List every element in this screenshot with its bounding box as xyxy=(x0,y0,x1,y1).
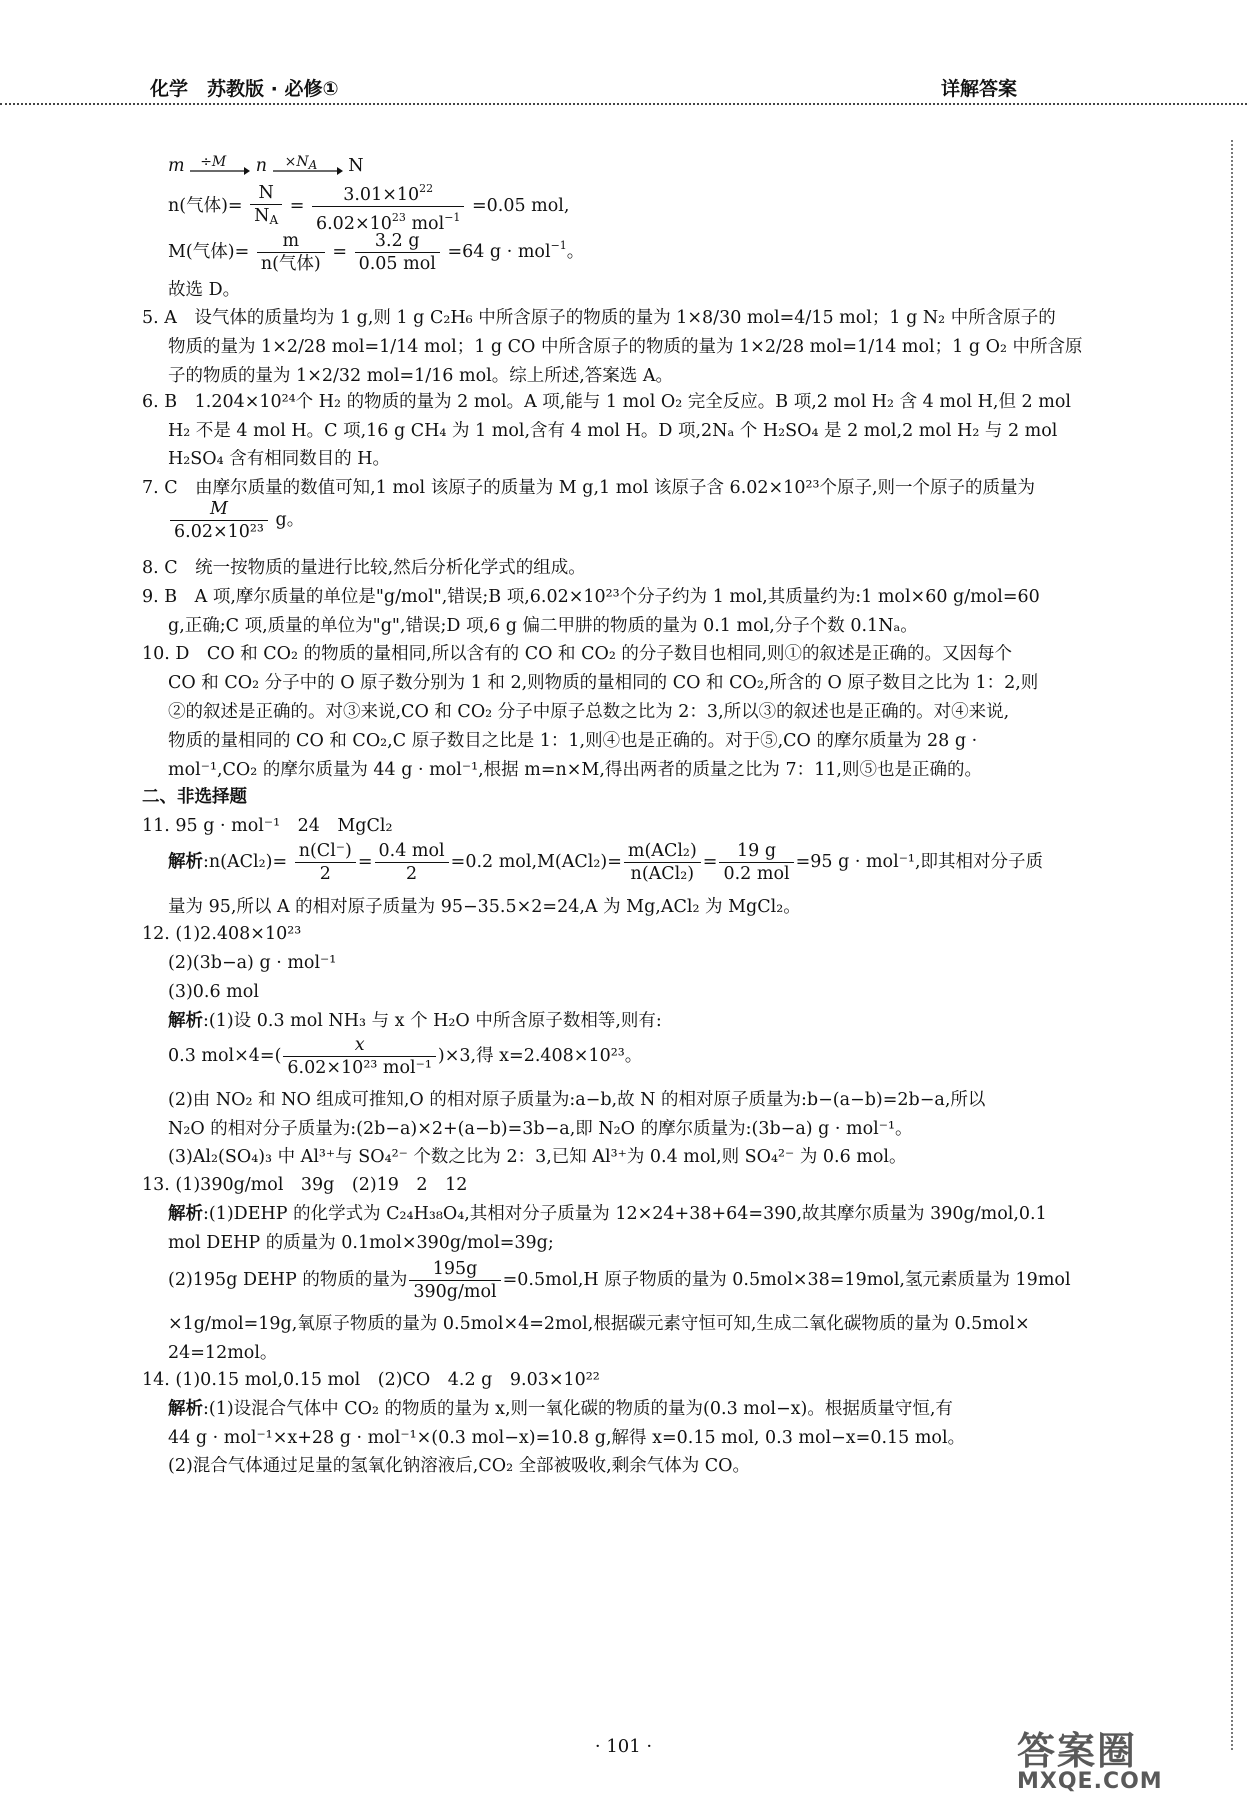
eq2-frac2-den: 0.05 mol xyxy=(358,254,436,274)
analysis-label: 解析 xyxy=(168,1204,203,1224)
a14-text1: :(1)设混合气体中 CO₂ 的物质的量为 x,则一氧化碳的物质的量为(0.3 mol−x)。根据质量守恒,有 xyxy=(203,1399,953,1419)
answer-14-analysis-line3: (2)混合气体通过足量的氢氧化钠溶液后,CO₂ 全部被吸收,剩余气体为 CO。 xyxy=(168,1456,751,1476)
a11-pre: :n(ACl₂)= xyxy=(203,852,288,872)
flow-op2: ×N xyxy=(284,153,309,170)
eq2-eq: = xyxy=(332,242,348,262)
equation-n-gas xyxy=(168,178,569,235)
eq1-frac2-den-sup2: −1 xyxy=(444,211,461,224)
eq1-eq: = xyxy=(289,196,305,216)
answer-13-analysis-line5: 24=12mol。 xyxy=(168,1343,278,1363)
eq1-frac2-den-tail: mol xyxy=(405,214,445,234)
a12-eq-tail: )×3,得 x=2.408×10²³。 xyxy=(437,1046,643,1066)
a13-b-tail: =0.5mol,H 原子物质的量为 0.5mol×38=19mol,氢元素质量为 19mol xyxy=(502,1270,1071,1290)
watermark-logo xyxy=(1017,1720,1227,1795)
a11-frac1-num: n(Cl⁻) xyxy=(295,840,356,863)
flow-op1: ÷M xyxy=(200,153,227,170)
eq1-frac2-num: 3.01×10 xyxy=(343,185,420,205)
answer-9-line2: g,正确;C 项,质量的单位为"g",错误;D 项,6 g 偏二甲肼的物质的量为 0.1 mol,分子个数 0.1Nₐ。 xyxy=(168,616,918,636)
answer-6-line3: H₂SO₄ 含有相同数目的 H。 xyxy=(168,449,391,469)
eq2-frac1 xyxy=(257,230,325,275)
eq1-frac1-den-sub: A xyxy=(269,213,279,227)
a13-frac-num: 195g xyxy=(409,1258,500,1281)
answer-5-line1: 5. A 设气体的质量均为 1 g,则 1 g C₂H₆ 中所含原子的物质的量为 1×8/30 mol=4/15 mol；1 g N₂ 中所含原子的 xyxy=(142,308,1056,328)
answer-12-equation xyxy=(168,1034,642,1079)
answer-8: 8. C 统一按物质的量进行比较,然后分析化学式的组成。 xyxy=(142,558,586,578)
eq2-rhs-end: 。 xyxy=(566,242,585,262)
a11-frac4-den: 0.2 mol xyxy=(723,864,790,884)
answer-6-line2: H₂ 不是 4 mol H。C 项,16 g CH₄ 为 1 mol,含有 4 mol H。D 项,2Nₐ 个 H₂SO₄ 是 2 mol,2 mol H₂ 与 2 mol xyxy=(168,421,1058,441)
a11-eq2: = xyxy=(702,852,718,872)
flow-op2-sub: A xyxy=(308,157,318,172)
answer-12-analysis-line1 xyxy=(168,1005,662,1037)
analysis-label: 解析 xyxy=(168,1399,203,1419)
answer-10-line5: mol⁻¹,CO₂ 的摩尔质量为 44 g · mol⁻¹,根据 m=n×M,得出两者的质量之比为 7：11,则⑤也是正确的。 xyxy=(168,760,982,780)
a11-frac2-num: 0.4 mol xyxy=(375,840,449,863)
right-margin-rule xyxy=(1231,140,1233,1750)
answer-14: 14. (1)0.15 mol,0.15 mol (2)CO 4.2 g 9.03×10²² xyxy=(142,1370,600,1390)
eq1-frac2-num-sup: 22 xyxy=(419,182,434,195)
a11-frac3-num: m(ACl₂) xyxy=(624,840,701,863)
eq1-frac2-den: 6.02×10 xyxy=(315,214,392,234)
answer-12-part2: (2)(3b−a) g · mol⁻¹ xyxy=(168,953,337,973)
a11-frac2 xyxy=(375,840,449,885)
choose-d: 故选 D。 xyxy=(168,280,241,300)
answer-11-analysis-line2: 量为 95,所以 A 的相对原子质量为 95−35.5×2=24,A 为 Mg,ACl₂ 为 MgCl₂。 xyxy=(168,897,801,917)
answer-14-analysis-line2: 44 g · mol⁻¹×x+28 g · mol⁻¹×(0.3 mol−x)=10.8 g,解得 x=0.15 mol, 0.3 mol−x=0.15 mol。 xyxy=(168,1428,966,1448)
a12-text: :(1)设 0.3 mol NH₃ 与 x 个 H₂O 中所含原子数相等,则有: xyxy=(203,1011,662,1031)
arrow-divide-m xyxy=(190,153,250,176)
a12-frac-num: x xyxy=(283,1034,435,1057)
answer-12-analysis-3: (3)Al₂(SO₄)₃ 中 Al³⁺与 SO₄²⁻ 个数之比为 2：3,已知 Al³⁺为 0.4 mol,则 SO₄²⁻ 为 0.6 mol。 xyxy=(168,1147,907,1167)
header-right: 详解答案 xyxy=(940,78,1017,100)
eq1-frac1-num: N xyxy=(250,182,282,205)
eq1-frac2-den-sup: 23 xyxy=(391,211,406,224)
answer-10-line2: CO 和 CO₂ 分子中的 O 原子数分别为 1 和 2,则物质的量相同的 CO 和 CO₂,所含的 O 原子数目之比为 1：2,则 xyxy=(168,673,1039,693)
eq1-frac1-den: N xyxy=(254,206,270,226)
flow-N: N xyxy=(348,156,364,176)
answer-5-line3: 子的物质的量为 1×2/32 mol=1/16 mol。综上所述,答案选 A。 xyxy=(168,366,673,386)
eq2-frac2 xyxy=(355,230,440,275)
analysis-label: 解析 xyxy=(168,852,203,872)
a11-frac2-den: 2 xyxy=(406,864,418,884)
eq2-frac1-num: m xyxy=(257,230,325,253)
eq1-rhs: =0.05 mol, xyxy=(471,196,570,216)
a11-frac4 xyxy=(719,840,793,885)
a11-frac4-num: 19 g xyxy=(719,840,793,863)
eq2-frac1-den: n(气体) xyxy=(260,254,321,274)
answer-13-analysis-line2: mol DEHP 的质量为 0.1mol×390g/mol=39g; xyxy=(168,1233,554,1253)
answer-9-line1: 9. B A 项,摩尔质量的单位是"g/mol",错误;B 项,6.02×10²³个分子约为 1 mol,其质量约为:1 mol×60 g/mol=60 xyxy=(142,587,1040,607)
analysis-label: 解析 xyxy=(168,1011,203,1031)
a11-tail: =95 g · mol⁻¹,即其相对分子质 xyxy=(795,852,1044,872)
header-left: 化学 苏教版 · 必修① xyxy=(150,78,339,100)
eq2-rhs: =64 g · mol xyxy=(447,242,551,262)
a13-text1: :(1)DEHP 的化学式为 C₂₄H₃₈O₄,其相对分子质量为 12×24+38+64=390,故其摩尔质量为 390g/mol,0.1 xyxy=(203,1204,1047,1224)
a12-eq-pre: 0.3 mol×4=( xyxy=(168,1046,282,1066)
a13-b-pre: (2)195g DEHP 的物质的量为 xyxy=(168,1270,408,1290)
running-header xyxy=(150,74,1097,104)
answer-13-analysis-line3 xyxy=(168,1258,1071,1303)
flow-n: n xyxy=(255,156,268,176)
answer-13-analysis-line1 xyxy=(168,1198,1047,1230)
answer-7-tail: g。 xyxy=(275,510,305,530)
equation-M-gas xyxy=(168,230,584,275)
a12-frac xyxy=(283,1034,435,1079)
answer-13: 13. (1)390g/mol 39g (2)19 2 12 xyxy=(142,1175,468,1195)
answer-12-analysis-2b: N₂O 的相对分子质量为:(2b−a)×2+(a−b)=3b−a,即 N₂O 的摩尔质量为:(3b−a) g · mol⁻¹。 xyxy=(168,1119,913,1139)
a11-eq: = xyxy=(357,852,373,872)
a13-frac xyxy=(409,1258,500,1303)
a11-mid: =0.2 mol,M(ACl₂)= xyxy=(450,852,622,872)
section-heading-nonchoice: 二、非选择题 xyxy=(142,787,247,807)
eq2-lhs: M(气体)= xyxy=(168,242,250,262)
answer-5-line2: 物质的量为 1×2/28 mol=1/14 mol；1 g CO 中所含原子的物质的量为 1×2/28 mol=1/14 mol；1 g O₂ 中所含原 xyxy=(168,337,1083,357)
arrow-multiply-na xyxy=(273,153,343,176)
answer-6-line1: 6. B 1.204×10²⁴个 H₂ 的物质的量为 2 mol。A 项,能与 1 mol O₂ 完全反应。B 项,2 mol H₂ 含 4 mol H,但 2 mol xyxy=(142,392,1071,412)
eq1-frac2 xyxy=(312,178,464,235)
answer-12-analysis-2a: (2)由 NO₂ 和 NO 组成可推知,O 的相对原子质量为:a−b,故 N 的相对原子质量为:b−(a−b)=2b−a,所以 xyxy=(168,1090,986,1110)
answer-7-frac-den: 6.02×10²³ xyxy=(174,522,264,542)
a11-frac1 xyxy=(295,840,356,885)
answer-11-analysis-line1 xyxy=(168,840,1043,885)
answer-11: 11. 95 g · mol⁻¹ 24 MgCl₂ xyxy=(142,816,393,836)
watermark-url: MXQE.COM xyxy=(1017,1769,1163,1794)
answer-7-line1: 7. C 由摩尔质量的数值可知,1 mol 该原子的质量为 M g,1 mol 该原子含 6.02×10²³个原子,则一个原子的质量为 xyxy=(142,478,1036,498)
answer-12-part3: (3)0.6 mol xyxy=(168,982,259,1002)
answer-7-frac-num: M xyxy=(170,498,268,521)
a11-frac3 xyxy=(624,840,701,885)
answer-7-frac xyxy=(170,498,268,543)
answer-10-line3: ②的叙述是正确的。对③来说,CO 和 CO₂ 分子中原子总数之比为 2：3,所以③的叙述也是正确的。对④来说, xyxy=(168,702,1010,722)
answer-14-analysis-line1 xyxy=(168,1393,953,1425)
header-divider xyxy=(0,103,1247,105)
a11-frac3-den: n(ACl₂) xyxy=(630,864,695,884)
watermark-text: 答案圈 xyxy=(1017,1729,1138,1773)
eq2-frac2-num: 3.2 g xyxy=(355,230,440,253)
flow-m: m xyxy=(168,156,185,176)
answer-12: 12. (1)2.408×10²³ xyxy=(142,924,302,944)
a12-frac-den: 6.02×10²³ mol⁻¹ xyxy=(287,1058,432,1078)
answer-13-analysis-line4: ×1g/mol=19g,氧原子物质的量为 0.5mol×4=2mol,根据碳元素守恒可知,生成二氧化碳物质的量为 0.5mol× xyxy=(168,1314,1030,1334)
page-number: · 101 · xyxy=(594,1736,653,1757)
a11-frac1-den: 2 xyxy=(319,864,331,884)
answer-10-line4: 物质的量相同的 CO 和 CO₂,C 原子数目之比是 1：1,则④也是正确的。对于⑤,CO 的摩尔质量为 28 g · xyxy=(168,731,978,751)
eq2-rhs-sup: −1 xyxy=(550,239,567,252)
answer-7-line2 xyxy=(168,498,304,543)
eq1-lhs: n(气体)= xyxy=(168,196,243,216)
eq1-frac1 xyxy=(250,182,282,231)
answer-10-line1: 10. D CO 和 CO₂ 的物质的量相同,所以含有的 CO 和 CO₂ 的分子数目也相同,则①的叙述是正确的。又因每个 xyxy=(142,644,1012,664)
a13-frac-den: 390g/mol xyxy=(413,1282,497,1302)
